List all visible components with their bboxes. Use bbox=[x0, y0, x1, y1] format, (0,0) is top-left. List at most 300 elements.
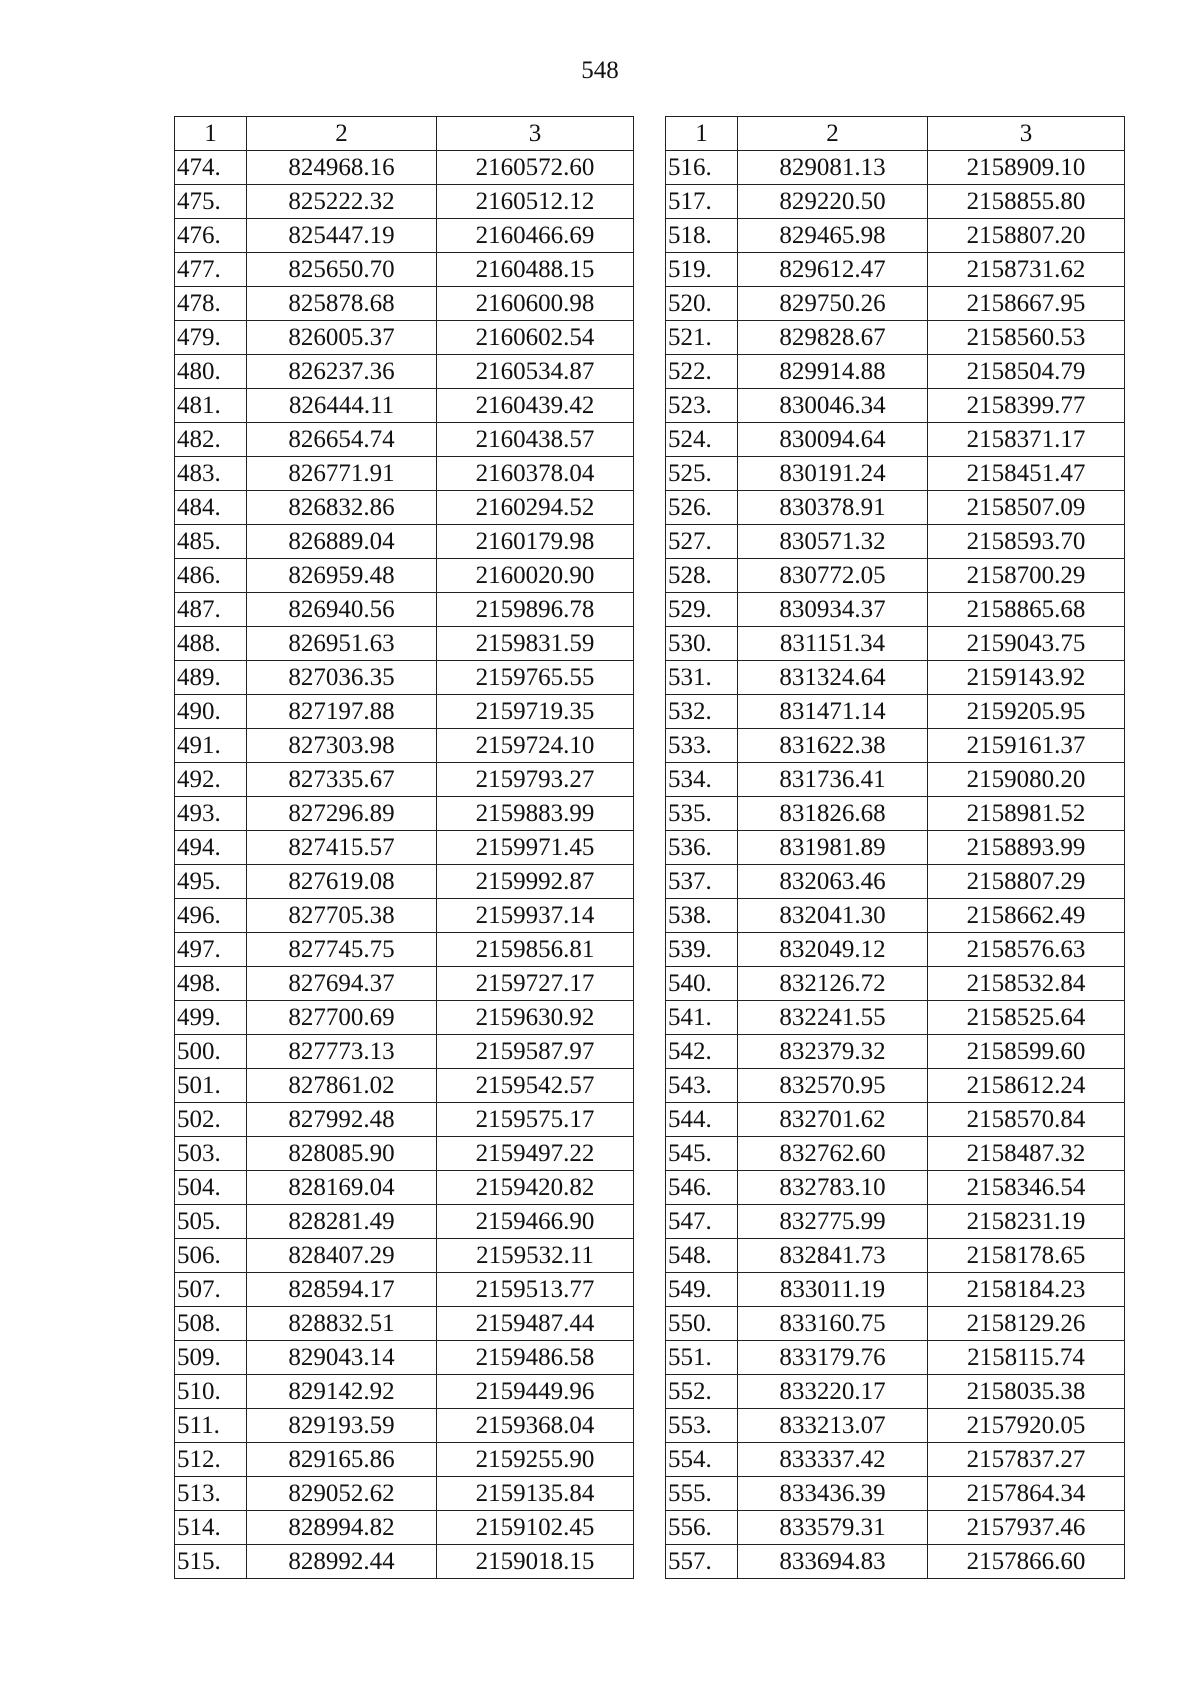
x-coordinate-cell: 828594.17 bbox=[247, 1273, 437, 1307]
table-row bbox=[666, 1205, 1125, 1239]
x-coordinate-cell: 831471.14 bbox=[738, 695, 928, 729]
y-coordinate-cell: 2159727.17 bbox=[437, 967, 634, 1001]
table-row bbox=[175, 389, 634, 423]
x-coordinate-cell: 829081.13 bbox=[738, 151, 928, 185]
table-row bbox=[666, 865, 1125, 899]
point-number-cell: 489. bbox=[175, 661, 247, 695]
point-number-cell: 538. bbox=[666, 899, 738, 933]
x-coordinate-cell: 828407.29 bbox=[247, 1239, 437, 1273]
y-coordinate-cell: 2160439.42 bbox=[437, 389, 634, 423]
point-number-cell: 521. bbox=[666, 321, 738, 355]
table-row bbox=[175, 1341, 634, 1375]
x-coordinate-cell: 830378.91 bbox=[738, 491, 928, 525]
table-row bbox=[175, 1375, 634, 1409]
y-coordinate-cell: 2158981.52 bbox=[928, 797, 1125, 831]
point-number-cell: 533. bbox=[666, 729, 738, 763]
point-number-cell: 532. bbox=[666, 695, 738, 729]
y-coordinate-cell: 2160512.12 bbox=[437, 185, 634, 219]
x-coordinate-cell: 831981.89 bbox=[738, 831, 928, 865]
x-coordinate-cell: 824968.16 bbox=[247, 151, 437, 185]
x-coordinate-cell: 825222.32 bbox=[247, 185, 437, 219]
x-coordinate-cell: 832063.46 bbox=[738, 865, 928, 899]
table-row bbox=[666, 355, 1125, 389]
y-coordinate-cell: 2159102.45 bbox=[437, 1511, 634, 1545]
table-row bbox=[666, 321, 1125, 355]
table-row bbox=[175, 1273, 634, 1307]
y-coordinate-cell: 2159630.92 bbox=[437, 1001, 634, 1035]
table-row bbox=[175, 355, 634, 389]
column-header-2: 2 bbox=[738, 117, 928, 151]
table-row bbox=[175, 933, 634, 967]
point-number-cell: 493. bbox=[175, 797, 247, 831]
table-row bbox=[175, 151, 634, 185]
table-row bbox=[666, 1477, 1125, 1511]
y-coordinate-cell: 2160179.98 bbox=[437, 525, 634, 559]
column-header-1: 1 bbox=[175, 117, 247, 151]
point-number-cell: 475. bbox=[175, 185, 247, 219]
point-number-cell: 486. bbox=[175, 559, 247, 593]
point-number-cell: 505. bbox=[175, 1205, 247, 1239]
point-number-cell: 541. bbox=[666, 1001, 738, 1035]
y-coordinate-cell: 2160488.15 bbox=[437, 253, 634, 287]
y-coordinate-cell: 2159587.97 bbox=[437, 1035, 634, 1069]
point-number-cell: 494. bbox=[175, 831, 247, 865]
point-number-cell: 487. bbox=[175, 593, 247, 627]
point-number-cell: 545. bbox=[666, 1137, 738, 1171]
table-row bbox=[666, 763, 1125, 797]
point-number-cell: 519. bbox=[666, 253, 738, 287]
y-coordinate-cell: 2158507.09 bbox=[928, 491, 1125, 525]
table-row bbox=[666, 491, 1125, 525]
point-number-cell: 510. bbox=[175, 1375, 247, 1409]
point-number-cell: 557. bbox=[666, 1545, 738, 1579]
x-coordinate-cell: 831826.68 bbox=[738, 797, 928, 831]
x-coordinate-cell: 833179.76 bbox=[738, 1341, 928, 1375]
x-coordinate-cell: 833337.42 bbox=[738, 1443, 928, 1477]
table-row bbox=[666, 1375, 1125, 1409]
y-coordinate-cell: 2158129.26 bbox=[928, 1307, 1125, 1341]
table-row bbox=[175, 253, 634, 287]
table-row bbox=[666, 797, 1125, 831]
y-coordinate-cell: 2159831.59 bbox=[437, 627, 634, 661]
point-number-cell: 522. bbox=[666, 355, 738, 389]
point-number-cell: 509. bbox=[175, 1341, 247, 1375]
x-coordinate-cell: 833011.19 bbox=[738, 1273, 928, 1307]
table-row bbox=[175, 1103, 634, 1137]
point-number-cell: 492. bbox=[175, 763, 247, 797]
x-coordinate-cell: 830191.24 bbox=[738, 457, 928, 491]
y-coordinate-cell: 2159487.44 bbox=[437, 1307, 634, 1341]
y-coordinate-cell: 2159896.78 bbox=[437, 593, 634, 627]
x-coordinate-cell: 830094.64 bbox=[738, 423, 928, 457]
point-number-cell: 540. bbox=[666, 967, 738, 1001]
y-coordinate-cell: 2158599.60 bbox=[928, 1035, 1125, 1069]
table-row bbox=[666, 151, 1125, 185]
x-coordinate-cell: 829165.86 bbox=[247, 1443, 437, 1477]
x-coordinate-cell: 826444.11 bbox=[247, 389, 437, 423]
x-coordinate-cell: 825878.68 bbox=[247, 287, 437, 321]
x-coordinate-cell: 832701.62 bbox=[738, 1103, 928, 1137]
y-coordinate-cell: 2159255.90 bbox=[437, 1443, 634, 1477]
point-number-cell: 525. bbox=[666, 457, 738, 491]
coordinates-table-left bbox=[174, 116, 634, 1579]
table-row bbox=[666, 831, 1125, 865]
point-number-cell: 523. bbox=[666, 389, 738, 423]
y-coordinate-cell: 2159937.14 bbox=[437, 899, 634, 933]
x-coordinate-cell: 827303.98 bbox=[247, 729, 437, 763]
y-coordinate-cell: 2160020.90 bbox=[437, 559, 634, 593]
point-number-cell: 549. bbox=[666, 1273, 738, 1307]
point-number-cell: 524. bbox=[666, 423, 738, 457]
point-number-cell: 482. bbox=[175, 423, 247, 457]
point-number-cell: 554. bbox=[666, 1443, 738, 1477]
x-coordinate-cell: 826832.86 bbox=[247, 491, 437, 525]
x-coordinate-cell: 833220.17 bbox=[738, 1375, 928, 1409]
x-coordinate-cell: 832775.99 bbox=[738, 1205, 928, 1239]
y-coordinate-cell: 2159161.37 bbox=[928, 729, 1125, 763]
y-coordinate-cell: 2159486.58 bbox=[437, 1341, 634, 1375]
table-row bbox=[666, 457, 1125, 491]
y-coordinate-cell: 2158700.29 bbox=[928, 559, 1125, 593]
table-row bbox=[175, 1477, 634, 1511]
y-coordinate-cell: 2159513.77 bbox=[437, 1273, 634, 1307]
x-coordinate-cell: 832041.30 bbox=[738, 899, 928, 933]
y-coordinate-cell: 2160534.87 bbox=[437, 355, 634, 389]
table-row bbox=[666, 899, 1125, 933]
y-coordinate-cell: 2159205.95 bbox=[928, 695, 1125, 729]
point-number-cell: 512. bbox=[175, 1443, 247, 1477]
table-row bbox=[175, 831, 634, 865]
x-coordinate-cell: 832570.95 bbox=[738, 1069, 928, 1103]
point-number-cell: 515. bbox=[175, 1545, 247, 1579]
table-body-left bbox=[175, 151, 634, 1579]
table-row bbox=[175, 1443, 634, 1477]
y-coordinate-cell: 2158909.10 bbox=[928, 151, 1125, 185]
table-row bbox=[175, 423, 634, 457]
x-coordinate-cell: 826771.91 bbox=[247, 457, 437, 491]
table-row bbox=[175, 1137, 634, 1171]
y-coordinate-cell: 2159497.22 bbox=[437, 1137, 634, 1171]
table-row bbox=[175, 593, 634, 627]
point-number-cell: 511. bbox=[175, 1409, 247, 1443]
y-coordinate-cell: 2159793.27 bbox=[437, 763, 634, 797]
point-number-cell: 481. bbox=[175, 389, 247, 423]
point-number-cell: 534. bbox=[666, 763, 738, 797]
point-number-cell: 526. bbox=[666, 491, 738, 525]
table-row bbox=[666, 1511, 1125, 1545]
point-number-cell: 474. bbox=[175, 151, 247, 185]
point-number-cell: 518. bbox=[666, 219, 738, 253]
table-row bbox=[666, 1171, 1125, 1205]
y-coordinate-cell: 2157864.34 bbox=[928, 1477, 1125, 1511]
x-coordinate-cell: 827773.13 bbox=[247, 1035, 437, 1069]
y-coordinate-cell: 2158855.80 bbox=[928, 185, 1125, 219]
y-coordinate-cell: 2158570.84 bbox=[928, 1103, 1125, 1137]
x-coordinate-cell: 833694.83 bbox=[738, 1545, 928, 1579]
x-coordinate-cell: 828992.44 bbox=[247, 1545, 437, 1579]
x-coordinate-cell: 830571.32 bbox=[738, 525, 928, 559]
point-number-cell: 542. bbox=[666, 1035, 738, 1069]
x-coordinate-cell: 829220.50 bbox=[738, 185, 928, 219]
table-row bbox=[666, 967, 1125, 1001]
table-body-right bbox=[666, 151, 1125, 1579]
point-number-cell: 480. bbox=[175, 355, 247, 389]
point-number-cell: 477. bbox=[175, 253, 247, 287]
x-coordinate-cell: 827700.69 bbox=[247, 1001, 437, 1035]
point-number-cell: 490. bbox=[175, 695, 247, 729]
table-row bbox=[175, 695, 634, 729]
table-row bbox=[175, 1069, 634, 1103]
x-coordinate-cell: 832841.73 bbox=[738, 1239, 928, 1273]
x-coordinate-cell: 827197.88 bbox=[247, 695, 437, 729]
y-coordinate-cell: 2159466.90 bbox=[437, 1205, 634, 1239]
x-coordinate-cell: 827694.37 bbox=[247, 967, 437, 1001]
y-coordinate-cell: 2157837.27 bbox=[928, 1443, 1125, 1477]
point-number-cell: 546. bbox=[666, 1171, 738, 1205]
y-coordinate-cell: 2159765.55 bbox=[437, 661, 634, 695]
point-number-cell: 499. bbox=[175, 1001, 247, 1035]
y-coordinate-cell: 2158451.47 bbox=[928, 457, 1125, 491]
table-header-row bbox=[666, 117, 1125, 151]
y-coordinate-cell: 2158115.74 bbox=[928, 1341, 1125, 1375]
point-number-cell: 502. bbox=[175, 1103, 247, 1137]
x-coordinate-cell: 829828.67 bbox=[738, 321, 928, 355]
y-coordinate-cell: 2159575.17 bbox=[437, 1103, 634, 1137]
point-number-cell: 517. bbox=[666, 185, 738, 219]
y-coordinate-cell: 2158399.77 bbox=[928, 389, 1125, 423]
point-number-cell: 555. bbox=[666, 1477, 738, 1511]
table-row bbox=[175, 1239, 634, 1273]
x-coordinate-cell: 829465.98 bbox=[738, 219, 928, 253]
y-coordinate-cell: 2159018.15 bbox=[437, 1545, 634, 1579]
table-row bbox=[175, 185, 634, 219]
y-coordinate-cell: 2158667.95 bbox=[928, 287, 1125, 321]
point-number-cell: 507. bbox=[175, 1273, 247, 1307]
table-row bbox=[175, 1511, 634, 1545]
x-coordinate-cell: 828085.90 bbox=[247, 1137, 437, 1171]
x-coordinate-cell: 833213.07 bbox=[738, 1409, 928, 1443]
table-row bbox=[175, 491, 634, 525]
x-coordinate-cell: 828169.04 bbox=[247, 1171, 437, 1205]
x-coordinate-cell: 827705.38 bbox=[247, 899, 437, 933]
y-coordinate-cell: 2159143.92 bbox=[928, 661, 1125, 695]
y-coordinate-cell: 2159043.75 bbox=[928, 627, 1125, 661]
table-row bbox=[666, 1307, 1125, 1341]
y-coordinate-cell: 2160378.04 bbox=[437, 457, 634, 491]
point-number-cell: 513. bbox=[175, 1477, 247, 1511]
table-row bbox=[666, 219, 1125, 253]
y-coordinate-cell: 2159724.10 bbox=[437, 729, 634, 763]
x-coordinate-cell: 827415.57 bbox=[247, 831, 437, 865]
x-coordinate-cell: 827861.02 bbox=[247, 1069, 437, 1103]
coordinates-table-right bbox=[665, 116, 1125, 1579]
y-coordinate-cell: 2158731.62 bbox=[928, 253, 1125, 287]
table-row bbox=[175, 627, 634, 661]
table-row bbox=[175, 763, 634, 797]
point-number-cell: 495. bbox=[175, 865, 247, 899]
x-coordinate-cell: 832379.32 bbox=[738, 1035, 928, 1069]
y-coordinate-cell: 2159542.57 bbox=[437, 1069, 634, 1103]
x-coordinate-cell: 825447.19 bbox=[247, 219, 437, 253]
y-coordinate-cell: 2159532.11 bbox=[437, 1239, 634, 1273]
table-row bbox=[666, 1409, 1125, 1443]
point-number-cell: 550. bbox=[666, 1307, 738, 1341]
page-number: 548 bbox=[581, 57, 619, 84]
y-coordinate-cell: 2158865.68 bbox=[928, 593, 1125, 627]
x-coordinate-cell: 829193.59 bbox=[247, 1409, 437, 1443]
y-coordinate-cell: 2158662.49 bbox=[928, 899, 1125, 933]
table-row bbox=[666, 559, 1125, 593]
x-coordinate-cell: 832241.55 bbox=[738, 1001, 928, 1035]
point-number-cell: 556. bbox=[666, 1511, 738, 1545]
y-coordinate-cell: 2159420.82 bbox=[437, 1171, 634, 1205]
y-coordinate-cell: 2159883.99 bbox=[437, 797, 634, 831]
table-row bbox=[666, 1273, 1125, 1307]
point-number-cell: 501. bbox=[175, 1069, 247, 1103]
point-number-cell: 552. bbox=[666, 1375, 738, 1409]
y-coordinate-cell: 2158231.19 bbox=[928, 1205, 1125, 1239]
table-row bbox=[666, 1137, 1125, 1171]
x-coordinate-cell: 830046.34 bbox=[738, 389, 928, 423]
y-coordinate-cell: 2159856.81 bbox=[437, 933, 634, 967]
table-row bbox=[175, 865, 634, 899]
y-coordinate-cell: 2158178.65 bbox=[928, 1239, 1125, 1273]
table-row bbox=[666, 627, 1125, 661]
y-coordinate-cell: 2158346.54 bbox=[928, 1171, 1125, 1205]
point-number-cell: 498. bbox=[175, 967, 247, 1001]
table-row bbox=[666, 253, 1125, 287]
table-row bbox=[666, 593, 1125, 627]
x-coordinate-cell: 832049.12 bbox=[738, 933, 928, 967]
table-row bbox=[175, 219, 634, 253]
point-number-cell: 535. bbox=[666, 797, 738, 831]
point-number-cell: 531. bbox=[666, 661, 738, 695]
y-coordinate-cell: 2158807.29 bbox=[928, 865, 1125, 899]
point-number-cell: 530. bbox=[666, 627, 738, 661]
table-row bbox=[666, 525, 1125, 559]
y-coordinate-cell: 2159368.04 bbox=[437, 1409, 634, 1443]
y-coordinate-cell: 2158525.64 bbox=[928, 1001, 1125, 1035]
point-number-cell: 484. bbox=[175, 491, 247, 525]
point-number-cell: 500. bbox=[175, 1035, 247, 1069]
x-coordinate-cell: 829612.47 bbox=[738, 253, 928, 287]
x-coordinate-cell: 826959.48 bbox=[247, 559, 437, 593]
x-coordinate-cell: 833160.75 bbox=[738, 1307, 928, 1341]
x-coordinate-cell: 826889.04 bbox=[247, 525, 437, 559]
point-number-cell: 551. bbox=[666, 1341, 738, 1375]
y-coordinate-cell: 2158576.63 bbox=[928, 933, 1125, 967]
table-row bbox=[666, 1103, 1125, 1137]
table-row bbox=[175, 1171, 634, 1205]
table-row bbox=[666, 661, 1125, 695]
table-row bbox=[666, 1545, 1125, 1579]
y-coordinate-cell: 2157920.05 bbox=[928, 1409, 1125, 1443]
table-row bbox=[666, 389, 1125, 423]
table-row bbox=[175, 1035, 634, 1069]
point-number-cell: 516. bbox=[666, 151, 738, 185]
x-coordinate-cell: 833579.31 bbox=[738, 1511, 928, 1545]
table-row bbox=[175, 525, 634, 559]
point-number-cell: 528. bbox=[666, 559, 738, 593]
x-coordinate-cell: 826237.36 bbox=[247, 355, 437, 389]
y-coordinate-cell: 2158893.99 bbox=[928, 831, 1125, 865]
point-number-cell: 537. bbox=[666, 865, 738, 899]
point-number-cell: 520. bbox=[666, 287, 738, 321]
point-number-cell: 506. bbox=[175, 1239, 247, 1273]
table-row bbox=[666, 729, 1125, 763]
x-coordinate-cell: 829142.92 bbox=[247, 1375, 437, 1409]
x-coordinate-cell: 831622.38 bbox=[738, 729, 928, 763]
table-row bbox=[175, 797, 634, 831]
point-number-cell: 497. bbox=[175, 933, 247, 967]
x-coordinate-cell: 832126.72 bbox=[738, 967, 928, 1001]
table-row bbox=[175, 1205, 634, 1239]
y-coordinate-cell: 2159135.84 bbox=[437, 1477, 634, 1511]
table-row bbox=[666, 1443, 1125, 1477]
y-coordinate-cell: 2158532.84 bbox=[928, 967, 1125, 1001]
y-coordinate-cell: 2159719.35 bbox=[437, 695, 634, 729]
x-coordinate-cell: 831324.64 bbox=[738, 661, 928, 695]
table-row bbox=[666, 1001, 1125, 1035]
table-row bbox=[666, 933, 1125, 967]
x-coordinate-cell: 826654.74 bbox=[247, 423, 437, 457]
table-row bbox=[666, 287, 1125, 321]
table-row bbox=[666, 1035, 1125, 1069]
table-row bbox=[175, 899, 634, 933]
y-coordinate-cell: 2157937.46 bbox=[928, 1511, 1125, 1545]
table-row bbox=[175, 559, 634, 593]
table-row bbox=[666, 695, 1125, 729]
y-coordinate-cell: 2160602.54 bbox=[437, 321, 634, 355]
column-header-2: 2 bbox=[247, 117, 437, 151]
table-row bbox=[666, 423, 1125, 457]
y-coordinate-cell: 2160572.60 bbox=[437, 151, 634, 185]
point-number-cell: 529. bbox=[666, 593, 738, 627]
point-number-cell: 479. bbox=[175, 321, 247, 355]
y-coordinate-cell: 2160294.52 bbox=[437, 491, 634, 525]
column-header-1: 1 bbox=[666, 117, 738, 151]
point-number-cell: 553. bbox=[666, 1409, 738, 1443]
point-number-cell: 476. bbox=[175, 219, 247, 253]
y-coordinate-cell: 2158184.23 bbox=[928, 1273, 1125, 1307]
x-coordinate-cell: 830934.37 bbox=[738, 593, 928, 627]
y-coordinate-cell: 2158504.79 bbox=[928, 355, 1125, 389]
point-number-cell: 491. bbox=[175, 729, 247, 763]
table-row bbox=[175, 287, 634, 321]
point-number-cell: 496. bbox=[175, 899, 247, 933]
table-row bbox=[666, 1069, 1125, 1103]
table-row bbox=[175, 661, 634, 695]
y-coordinate-cell: 2159449.96 bbox=[437, 1375, 634, 1409]
x-coordinate-cell: 827619.08 bbox=[247, 865, 437, 899]
y-coordinate-cell: 2157866.60 bbox=[928, 1545, 1125, 1579]
x-coordinate-cell: 829052.62 bbox=[247, 1477, 437, 1511]
table-row bbox=[666, 185, 1125, 219]
point-number-cell: 483. bbox=[175, 457, 247, 491]
y-coordinate-cell: 2158560.53 bbox=[928, 321, 1125, 355]
y-coordinate-cell: 2158807.20 bbox=[928, 219, 1125, 253]
x-coordinate-cell: 827296.89 bbox=[247, 797, 437, 831]
table-row bbox=[175, 1001, 634, 1035]
x-coordinate-cell: 825650.70 bbox=[247, 253, 437, 287]
x-coordinate-cell: 827036.35 bbox=[247, 661, 437, 695]
x-coordinate-cell: 831151.34 bbox=[738, 627, 928, 661]
y-coordinate-cell: 2158371.17 bbox=[928, 423, 1125, 457]
y-coordinate-cell: 2159080.20 bbox=[928, 763, 1125, 797]
point-number-cell: 548. bbox=[666, 1239, 738, 1273]
x-coordinate-cell: 833436.39 bbox=[738, 1477, 928, 1511]
point-number-cell: 478. bbox=[175, 287, 247, 321]
